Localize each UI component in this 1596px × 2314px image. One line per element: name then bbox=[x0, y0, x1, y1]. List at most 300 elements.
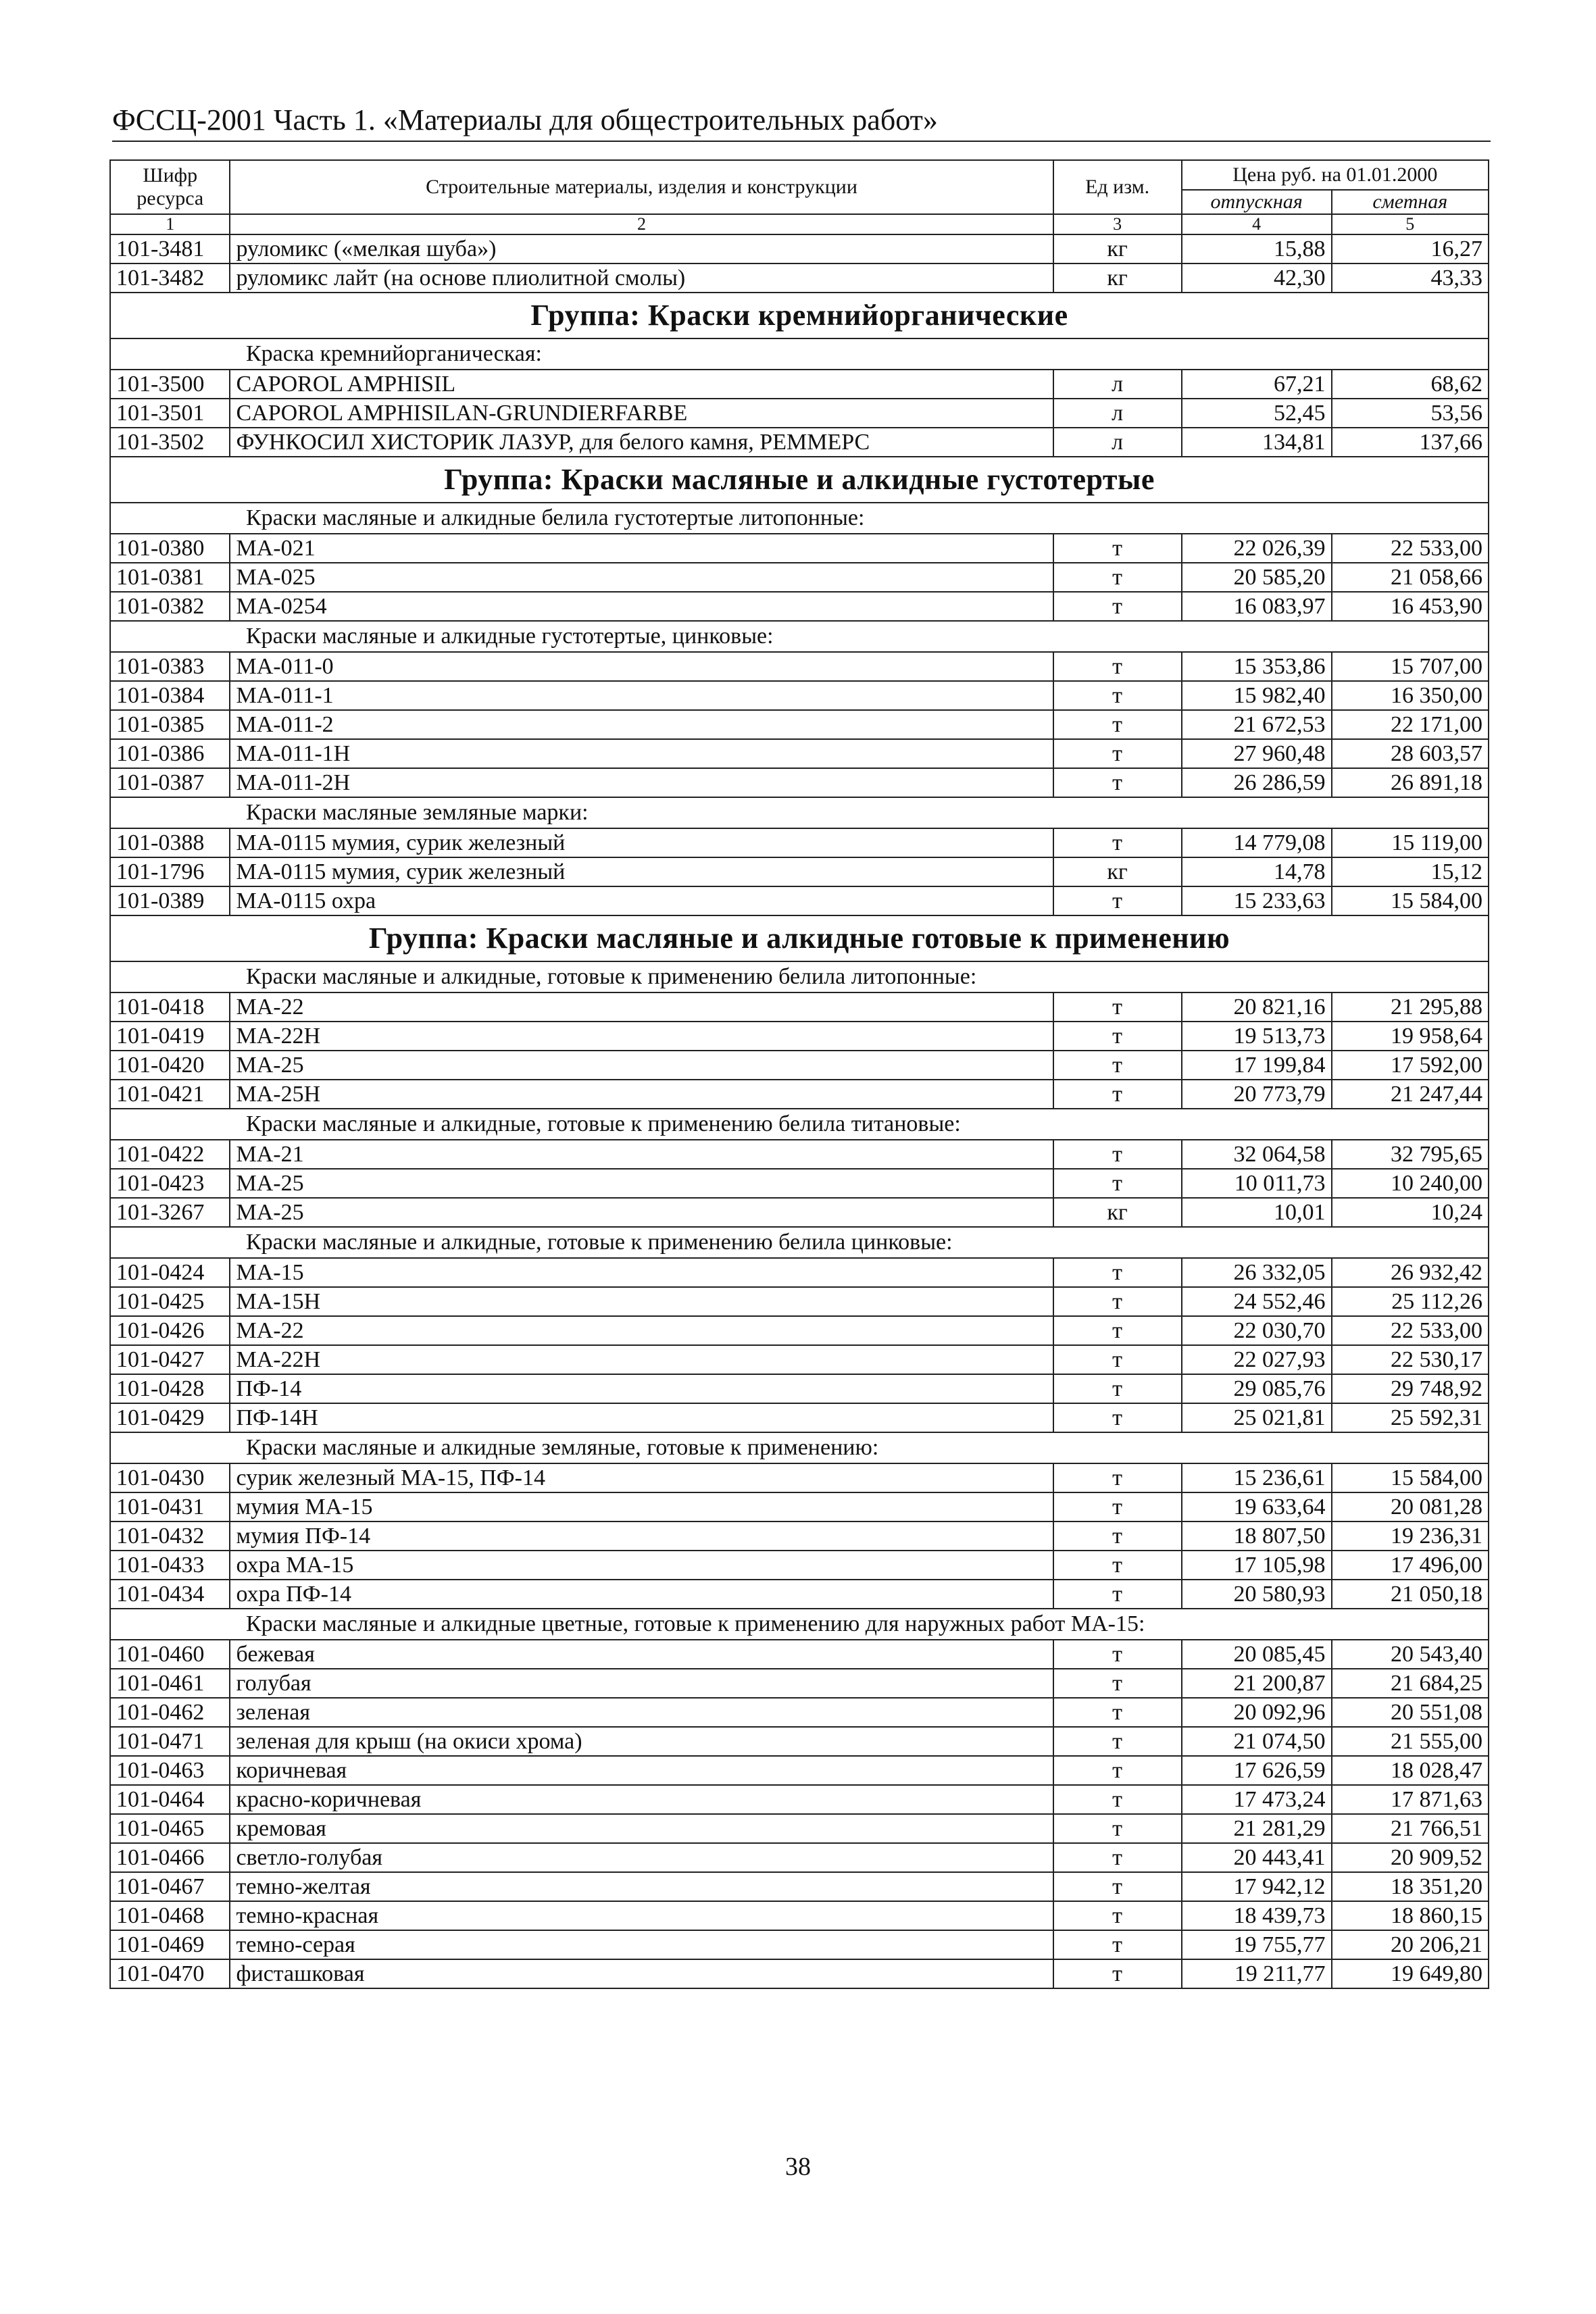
subgroup-heading-row bbox=[110, 338, 1489, 370]
material-name-cell: МА-025 bbox=[230, 563, 1053, 592]
table-row bbox=[110, 1345, 1489, 1374]
resource-code-cell: 101-0432 bbox=[110, 1521, 230, 1551]
unit-cell: т bbox=[1053, 1901, 1182, 1930]
release-price-cell: 15 353,86 bbox=[1182, 652, 1332, 681]
group-heading-row bbox=[110, 293, 1489, 338]
unit-cell: л bbox=[1053, 399, 1182, 428]
resource-code-cell: 101-0431 bbox=[110, 1492, 230, 1521]
table-row bbox=[110, 399, 1489, 428]
estimate-price-cell: 15,12 bbox=[1332, 857, 1489, 886]
release-price-cell: 24 552,46 bbox=[1182, 1287, 1332, 1316]
unit-cell: т bbox=[1053, 1258, 1182, 1287]
subgroup-heading-row bbox=[110, 503, 1489, 534]
release-price-cell: 20 085,45 bbox=[1182, 1640, 1332, 1669]
unit-cell: т bbox=[1053, 1843, 1182, 1872]
price-table-container bbox=[109, 159, 1489, 1989]
estimate-price-cell: 26 932,42 bbox=[1332, 1258, 1489, 1287]
estimate-price-cell: 16 350,00 bbox=[1332, 681, 1489, 710]
material-name-cell: охра МА-15 bbox=[230, 1551, 1053, 1580]
estimate-price-cell: 22 530,17 bbox=[1332, 1345, 1489, 1374]
table-row bbox=[110, 1698, 1489, 1727]
resource-code-cell: 101-0429 bbox=[110, 1403, 230, 1432]
unit-cell: т bbox=[1053, 992, 1182, 1022]
resource-code-cell: 101-0425 bbox=[110, 1287, 230, 1316]
release-price-cell: 19 513,73 bbox=[1182, 1022, 1332, 1051]
unit-cell: т bbox=[1053, 1374, 1182, 1403]
subgroup-heading-row bbox=[110, 1432, 1489, 1463]
table-row bbox=[110, 992, 1489, 1022]
unit-cell: т bbox=[1053, 1785, 1182, 1814]
estimate-price-cell: 15 707,00 bbox=[1332, 652, 1489, 681]
unit-cell: т bbox=[1053, 1640, 1182, 1669]
material-name-cell: зеленая для крыш (на окиси хрома) bbox=[230, 1727, 1053, 1756]
material-name-cell: руломикс лайт (на основе плиолитной смолы) bbox=[230, 263, 1053, 293]
release-price-cell: 26 286,59 bbox=[1182, 768, 1332, 797]
group-heading: Группа: Краски масляные и алкидные готовые к применению bbox=[110, 915, 1489, 961]
unit-cell: т bbox=[1053, 1316, 1182, 1345]
release-price-cell: 67,21 bbox=[1182, 370, 1332, 399]
unit-cell: кг bbox=[1053, 263, 1182, 293]
release-price-cell: 15 233,63 bbox=[1182, 886, 1332, 915]
table-row bbox=[110, 1169, 1489, 1198]
table-row bbox=[110, 592, 1489, 621]
unit-cell: т bbox=[1053, 534, 1182, 563]
subgroup-heading: Краска кремнийорганическая: bbox=[110, 338, 1489, 370]
resource-code-cell: 101-0465 bbox=[110, 1814, 230, 1843]
unit-cell: т bbox=[1053, 1521, 1182, 1551]
table-row bbox=[110, 428, 1489, 457]
table-row bbox=[110, 534, 1489, 563]
estimate-price-cell: 22 533,00 bbox=[1332, 534, 1489, 563]
estimate-price-cell: 15 584,00 bbox=[1332, 1463, 1489, 1492]
release-price-cell: 19 633,64 bbox=[1182, 1492, 1332, 1521]
release-price-cell: 17 199,84 bbox=[1182, 1051, 1332, 1080]
table-row bbox=[110, 828, 1489, 857]
material-name-cell: МА-25 bbox=[230, 1198, 1053, 1227]
table-row bbox=[110, 1843, 1489, 1872]
estimate-price-cell: 21 058,66 bbox=[1332, 563, 1489, 592]
release-price-cell: 20 092,96 bbox=[1182, 1698, 1332, 1727]
unit-cell: т bbox=[1053, 1756, 1182, 1785]
unit-cell: т bbox=[1053, 1169, 1182, 1198]
table-row bbox=[110, 1901, 1489, 1930]
estimate-price-cell: 19 649,80 bbox=[1332, 1959, 1489, 1988]
material-name-cell: темно-красная bbox=[230, 1901, 1053, 1930]
estimate-price-cell: 53,56 bbox=[1332, 399, 1489, 428]
unit-cell: т bbox=[1053, 1698, 1182, 1727]
subgroup-heading-row bbox=[110, 1109, 1489, 1140]
release-price-cell: 21 672,53 bbox=[1182, 710, 1332, 739]
release-price-cell: 20 585,20 bbox=[1182, 563, 1332, 592]
resource-code-cell: 101-0470 bbox=[110, 1959, 230, 1988]
unit-cell: кг bbox=[1053, 857, 1182, 886]
table-row bbox=[110, 768, 1489, 797]
material-name-cell: МА-22Н bbox=[230, 1022, 1053, 1051]
estimate-price-cell: 18 028,47 bbox=[1332, 1756, 1489, 1785]
unit-cell: кг bbox=[1053, 1198, 1182, 1227]
unit-cell: т bbox=[1053, 1959, 1182, 1988]
table-row bbox=[110, 1198, 1489, 1227]
table-row bbox=[110, 1580, 1489, 1609]
table-row bbox=[110, 1022, 1489, 1051]
resource-code-cell: 101-0386 bbox=[110, 739, 230, 768]
table-body bbox=[110, 234, 1489, 1988]
release-price-cell: 20 580,93 bbox=[1182, 1580, 1332, 1609]
resource-code-cell: 101-0471 bbox=[110, 1727, 230, 1756]
unit-cell: т bbox=[1053, 1140, 1182, 1169]
unit-cell: т bbox=[1053, 681, 1182, 710]
release-price-cell: 15,88 bbox=[1182, 234, 1332, 263]
estimate-price-cell: 43,33 bbox=[1332, 263, 1489, 293]
estimate-price-cell: 21 295,88 bbox=[1332, 992, 1489, 1022]
material-name-cell: CAPOROL AMPHISILAN-GRUNDIERFARBE bbox=[230, 399, 1053, 428]
subgroup-heading: Краски масляные и алкидные, готовые к применению белила титановые: bbox=[110, 1109, 1489, 1140]
release-price-cell: 25 021,81 bbox=[1182, 1403, 1332, 1432]
material-name-cell: МА-21 bbox=[230, 1140, 1053, 1169]
resource-code-cell: 101-1796 bbox=[110, 857, 230, 886]
unit-cell: т bbox=[1053, 1403, 1182, 1432]
subgroup-heading-row bbox=[110, 797, 1489, 828]
col-number-2: 2 bbox=[230, 214, 1053, 234]
material-name-cell: охра ПФ-14 bbox=[230, 1580, 1053, 1609]
material-name-cell: CAPOROL AMPHISIL bbox=[230, 370, 1053, 399]
resource-code-cell: 101-0427 bbox=[110, 1345, 230, 1374]
table-row bbox=[110, 1492, 1489, 1521]
material-name-cell: МА-0115 мумия, сурик железный bbox=[230, 828, 1053, 857]
table-row bbox=[110, 710, 1489, 739]
resource-code-cell: 101-0422 bbox=[110, 1140, 230, 1169]
release-price-cell: 16 083,97 bbox=[1182, 592, 1332, 621]
resource-code-cell: 101-0381 bbox=[110, 563, 230, 592]
table-row bbox=[110, 234, 1489, 263]
unit-cell: т bbox=[1053, 1051, 1182, 1080]
estimate-price-cell: 21 766,51 bbox=[1332, 1814, 1489, 1843]
table-row bbox=[110, 1727, 1489, 1756]
resource-code-cell: 101-0464 bbox=[110, 1785, 230, 1814]
resource-code-cell: 101-0433 bbox=[110, 1551, 230, 1580]
unit-cell: т bbox=[1053, 1345, 1182, 1374]
table-row bbox=[110, 1051, 1489, 1080]
subgroup-heading-row bbox=[110, 621, 1489, 652]
estimate-price-cell: 20 551,08 bbox=[1332, 1698, 1489, 1727]
release-price-cell: 10 011,73 bbox=[1182, 1169, 1332, 1198]
resource-code-cell: 101-0461 bbox=[110, 1669, 230, 1698]
material-name-cell: МА-22 bbox=[230, 992, 1053, 1022]
table-row bbox=[110, 1521, 1489, 1551]
unit-cell: т bbox=[1053, 652, 1182, 681]
material-name-cell: ПФ-14Н bbox=[230, 1403, 1053, 1432]
material-name-cell: МА-0254 bbox=[230, 592, 1053, 621]
resource-code-cell: 101-0421 bbox=[110, 1080, 230, 1109]
material-name-cell: фисташковая bbox=[230, 1959, 1053, 1988]
material-name-cell: сурик железный МА-15, ПФ-14 bbox=[230, 1463, 1053, 1492]
resource-code-cell: 101-3500 bbox=[110, 370, 230, 399]
estimate-price-cell: 25 592,31 bbox=[1332, 1403, 1489, 1432]
unit-cell: т bbox=[1053, 710, 1182, 739]
table-row bbox=[110, 1872, 1489, 1901]
col-number-3: 3 bbox=[1053, 214, 1182, 234]
unit-cell: т bbox=[1053, 1022, 1182, 1051]
unit-cell: т bbox=[1053, 828, 1182, 857]
table-header bbox=[110, 160, 1489, 234]
release-price-cell: 29 085,76 bbox=[1182, 1374, 1332, 1403]
release-price-cell: 19 755,77 bbox=[1182, 1930, 1332, 1959]
table-row bbox=[110, 1287, 1489, 1316]
estimate-price-cell: 16 453,90 bbox=[1332, 592, 1489, 621]
estimate-price-cell: 20 909,52 bbox=[1332, 1843, 1489, 1872]
release-price-cell: 27 960,48 bbox=[1182, 739, 1332, 768]
material-name-cell: темно-серая bbox=[230, 1930, 1053, 1959]
material-name-cell: МА-011-0 bbox=[230, 652, 1053, 681]
release-price-cell: 134,81 bbox=[1182, 428, 1332, 457]
table-row bbox=[110, 263, 1489, 293]
resource-code-cell: 101-0385 bbox=[110, 710, 230, 739]
group-heading-row bbox=[110, 915, 1489, 961]
release-price-cell: 21 074,50 bbox=[1182, 1727, 1332, 1756]
unit-cell: т bbox=[1053, 1669, 1182, 1698]
estimate-price-cell: 26 891,18 bbox=[1332, 768, 1489, 797]
release-price-cell: 19 211,77 bbox=[1182, 1959, 1332, 1988]
material-name-cell: МА-15Н bbox=[230, 1287, 1053, 1316]
table-row bbox=[110, 1814, 1489, 1843]
table-row bbox=[110, 1258, 1489, 1287]
resource-code-cell: 101-3482 bbox=[110, 263, 230, 293]
group-heading: Группа: Краски кремнийорганические bbox=[110, 293, 1489, 338]
resource-code-cell: 101-0460 bbox=[110, 1640, 230, 1669]
release-price-cell: 18 807,50 bbox=[1182, 1521, 1332, 1551]
resource-code-cell: 101-0462 bbox=[110, 1698, 230, 1727]
unit-cell: т bbox=[1053, 739, 1182, 768]
resource-code-cell: 101-0469 bbox=[110, 1930, 230, 1959]
release-price-cell: 15 982,40 bbox=[1182, 681, 1332, 710]
release-price-cell: 52,45 bbox=[1182, 399, 1332, 428]
estimate-price-cell: 22 533,00 bbox=[1332, 1316, 1489, 1345]
material-name-cell: руломикс («мелкая шуба») bbox=[230, 234, 1053, 263]
resource-code-cell: 101-0467 bbox=[110, 1872, 230, 1901]
resource-code-cell: 101-0418 bbox=[110, 992, 230, 1022]
subgroup-heading: Краски масляные и алкидные земляные, готовые к применению: bbox=[110, 1432, 1489, 1463]
estimate-price-cell: 21 247,44 bbox=[1332, 1080, 1489, 1109]
table-row bbox=[110, 370, 1489, 399]
estimate-price-cell: 17 592,00 bbox=[1332, 1051, 1489, 1080]
table-row bbox=[110, 681, 1489, 710]
estimate-price-cell: 20 206,21 bbox=[1332, 1930, 1489, 1959]
table-row bbox=[110, 1463, 1489, 1492]
table-row bbox=[110, 652, 1489, 681]
unit-cell: т bbox=[1053, 768, 1182, 797]
resource-code-cell: 101-3267 bbox=[110, 1198, 230, 1227]
resource-code-cell: 101-0424 bbox=[110, 1258, 230, 1287]
table-row bbox=[110, 563, 1489, 592]
release-price-cell: 20 821,16 bbox=[1182, 992, 1332, 1022]
release-price-cell: 14,78 bbox=[1182, 857, 1332, 886]
table-row bbox=[110, 1080, 1489, 1109]
material-name-cell: МА-25 bbox=[230, 1051, 1053, 1080]
material-name-cell: красно-коричневая bbox=[230, 1785, 1053, 1814]
release-price-cell: 26 332,05 bbox=[1182, 1258, 1332, 1287]
table-row bbox=[110, 1930, 1489, 1959]
subgroup-heading-row bbox=[110, 1227, 1489, 1258]
material-name-cell: коричневая bbox=[230, 1756, 1053, 1785]
estimate-price-cell: 21 050,18 bbox=[1332, 1580, 1489, 1609]
table-row bbox=[110, 857, 1489, 886]
material-name-cell: МА-22Н bbox=[230, 1345, 1053, 1374]
material-name-cell: МА-15 bbox=[230, 1258, 1053, 1287]
material-name-cell: мумия МА-15 bbox=[230, 1492, 1053, 1521]
release-price-cell: 10,01 bbox=[1182, 1198, 1332, 1227]
resource-code-cell: 101-0434 bbox=[110, 1580, 230, 1609]
estimate-price-cell: 16,27 bbox=[1332, 234, 1489, 263]
col-price-estimate-header: сметная bbox=[1332, 190, 1489, 214]
resource-code-cell: 101-0383 bbox=[110, 652, 230, 681]
release-price-cell: 14 779,08 bbox=[1182, 828, 1332, 857]
unit-cell: л bbox=[1053, 370, 1182, 399]
estimate-price-cell: 20 081,28 bbox=[1332, 1492, 1489, 1521]
resource-code-cell: 101-0463 bbox=[110, 1756, 230, 1785]
table-row bbox=[110, 1374, 1489, 1403]
unit-cell: т bbox=[1053, 1551, 1182, 1580]
resource-code-cell: 101-0382 bbox=[110, 592, 230, 621]
material-name-cell: МА-0115 мумия, сурик железный bbox=[230, 857, 1053, 886]
table-row bbox=[110, 886, 1489, 915]
material-name-cell: МА-011-1Н bbox=[230, 739, 1053, 768]
group-heading-row bbox=[110, 457, 1489, 503]
subgroup-heading-row bbox=[110, 1609, 1489, 1640]
material-name-cell: МА-011-2Н bbox=[230, 768, 1053, 797]
unit-cell: т bbox=[1053, 1287, 1182, 1316]
estimate-price-cell: 15 584,00 bbox=[1332, 886, 1489, 915]
unit-cell: т bbox=[1053, 1930, 1182, 1959]
material-name-cell: МА-22 bbox=[230, 1316, 1053, 1345]
resource-code-cell: 101-0387 bbox=[110, 768, 230, 797]
col-number-1: 1 bbox=[110, 214, 230, 234]
unit-cell: кг bbox=[1053, 234, 1182, 263]
material-name-cell: МА-0115 охра bbox=[230, 886, 1053, 915]
page-header: ФССЦ-2001 Часть 1. «Материалы для общестроительных работ» bbox=[112, 101, 1491, 142]
resource-code-cell: 101-0428 bbox=[110, 1374, 230, 1403]
estimate-price-cell: 22 171,00 bbox=[1332, 710, 1489, 739]
estimate-price-cell: 32 795,65 bbox=[1332, 1140, 1489, 1169]
release-price-cell: 21 281,29 bbox=[1182, 1814, 1332, 1843]
unit-cell: т bbox=[1053, 1727, 1182, 1756]
unit-cell: т bbox=[1053, 1814, 1182, 1843]
material-name-cell: темно-желтая bbox=[230, 1872, 1053, 1901]
release-price-cell: 22 030,70 bbox=[1182, 1316, 1332, 1345]
table-row bbox=[110, 1959, 1489, 1988]
col-unit-header: Ед изм. bbox=[1053, 160, 1182, 214]
subgroup-heading-row bbox=[110, 961, 1489, 992]
estimate-price-cell: 10 240,00 bbox=[1332, 1169, 1489, 1198]
table-row bbox=[110, 739, 1489, 768]
estimate-price-cell: 19 958,64 bbox=[1332, 1022, 1489, 1051]
subgroup-heading: Краски масляные и алкидные густотертые, цинковые: bbox=[110, 621, 1489, 652]
release-price-cell: 22 027,93 bbox=[1182, 1345, 1332, 1374]
estimate-price-cell: 15 119,00 bbox=[1332, 828, 1489, 857]
group-heading: Группа: Краски масляные и алкидные густотертые bbox=[110, 457, 1489, 503]
unit-cell: т bbox=[1053, 1463, 1182, 1492]
subgroup-heading: Краски масляные и алкидные цветные, готовые к применению для наружных работ МА-15: bbox=[110, 1609, 1489, 1640]
release-price-cell: 17 626,59 bbox=[1182, 1756, 1332, 1785]
estimate-price-cell: 18 351,20 bbox=[1332, 1872, 1489, 1901]
estimate-price-cell: 21 555,00 bbox=[1332, 1727, 1489, 1756]
release-price-cell: 17 473,24 bbox=[1182, 1785, 1332, 1814]
release-price-cell: 17 942,12 bbox=[1182, 1872, 1332, 1901]
table-row bbox=[110, 1403, 1489, 1432]
resource-code-cell: 101-0380 bbox=[110, 534, 230, 563]
release-price-cell: 18 439,73 bbox=[1182, 1901, 1332, 1930]
table-row bbox=[110, 1756, 1489, 1785]
release-price-cell: 15 236,61 bbox=[1182, 1463, 1332, 1492]
material-name-cell: МА-021 bbox=[230, 534, 1053, 563]
resource-code-cell: 101-0389 bbox=[110, 886, 230, 915]
estimate-price-cell: 29 748,92 bbox=[1332, 1374, 1489, 1403]
unit-cell: л bbox=[1053, 428, 1182, 457]
resource-code-cell: 101-0430 bbox=[110, 1463, 230, 1492]
resource-code-cell: 101-0419 bbox=[110, 1022, 230, 1051]
estimate-price-cell: 137,66 bbox=[1332, 428, 1489, 457]
release-price-cell: 22 026,39 bbox=[1182, 534, 1332, 563]
subgroup-heading: Краски масляные земляные марки: bbox=[110, 797, 1489, 828]
material-name-cell: МА-011-2 bbox=[230, 710, 1053, 739]
subgroup-heading: Краски масляные и алкидные, готовые к применению белила цинковые: bbox=[110, 1227, 1489, 1258]
resource-code-cell: 101-0426 bbox=[110, 1316, 230, 1345]
resource-code-cell: 101-0423 bbox=[110, 1169, 230, 1198]
unit-cell: т bbox=[1053, 563, 1182, 592]
table-row bbox=[110, 1316, 1489, 1345]
material-name-cell: МА-011-1 bbox=[230, 681, 1053, 710]
unit-cell: т bbox=[1053, 886, 1182, 915]
material-name-cell: ФУНКОСИЛ ХИСТОРИК ЛАЗУР, для белого камня, РЕММЕРС bbox=[230, 428, 1053, 457]
resource-code-cell: 101-3501 bbox=[110, 399, 230, 428]
col-name-header: Строительные материалы, изделия и конструкции bbox=[230, 160, 1053, 214]
estimate-price-cell: 25 112,26 bbox=[1332, 1287, 1489, 1316]
resource-code-cell: 101-0420 bbox=[110, 1051, 230, 1080]
resource-code-cell: 101-0388 bbox=[110, 828, 230, 857]
col-price-release-header: отпускная bbox=[1182, 190, 1332, 214]
estimate-price-cell: 20 543,40 bbox=[1332, 1640, 1489, 1669]
material-name-cell: МА-25 bbox=[230, 1169, 1053, 1198]
price-table bbox=[109, 159, 1489, 1989]
resource-code-cell: 101-3481 bbox=[110, 234, 230, 263]
unit-cell: т bbox=[1053, 1492, 1182, 1521]
release-price-cell: 20 443,41 bbox=[1182, 1843, 1332, 1872]
estimate-price-cell: 17 871,63 bbox=[1332, 1785, 1489, 1814]
estimate-price-cell: 21 684,25 bbox=[1332, 1669, 1489, 1698]
resource-code-cell: 101-0466 bbox=[110, 1843, 230, 1872]
page-number: 38 bbox=[785, 2153, 811, 2181]
material-name-cell: зеленая bbox=[230, 1698, 1053, 1727]
release-price-cell: 21 200,87 bbox=[1182, 1669, 1332, 1698]
col-price-header: Цена руб. на 01.01.2000 bbox=[1182, 160, 1489, 190]
estimate-price-cell: 28 603,57 bbox=[1332, 739, 1489, 768]
resource-code-cell: 101-3502 bbox=[110, 428, 230, 457]
col-number-4: 4 bbox=[1182, 214, 1332, 234]
table-row bbox=[110, 1551, 1489, 1580]
estimate-price-cell: 18 860,15 bbox=[1332, 1901, 1489, 1930]
unit-cell: т bbox=[1053, 1580, 1182, 1609]
unit-cell: т bbox=[1053, 1080, 1182, 1109]
material-name-cell: МА-25Н bbox=[230, 1080, 1053, 1109]
table-row bbox=[110, 1140, 1489, 1169]
estimate-price-cell: 10,24 bbox=[1332, 1198, 1489, 1227]
estimate-price-cell: 17 496,00 bbox=[1332, 1551, 1489, 1580]
unit-cell: т bbox=[1053, 592, 1182, 621]
col-code-header: Шифр ресурса bbox=[110, 160, 230, 214]
subgroup-heading: Краски масляные и алкидные белила густотертые литопонные: bbox=[110, 503, 1489, 534]
material-name-cell: мумия ПФ-14 bbox=[230, 1521, 1053, 1551]
material-name-cell: бежевая bbox=[230, 1640, 1053, 1669]
subgroup-heading: Краски масляные и алкидные, готовые к применению белила литопонные: bbox=[110, 961, 1489, 992]
